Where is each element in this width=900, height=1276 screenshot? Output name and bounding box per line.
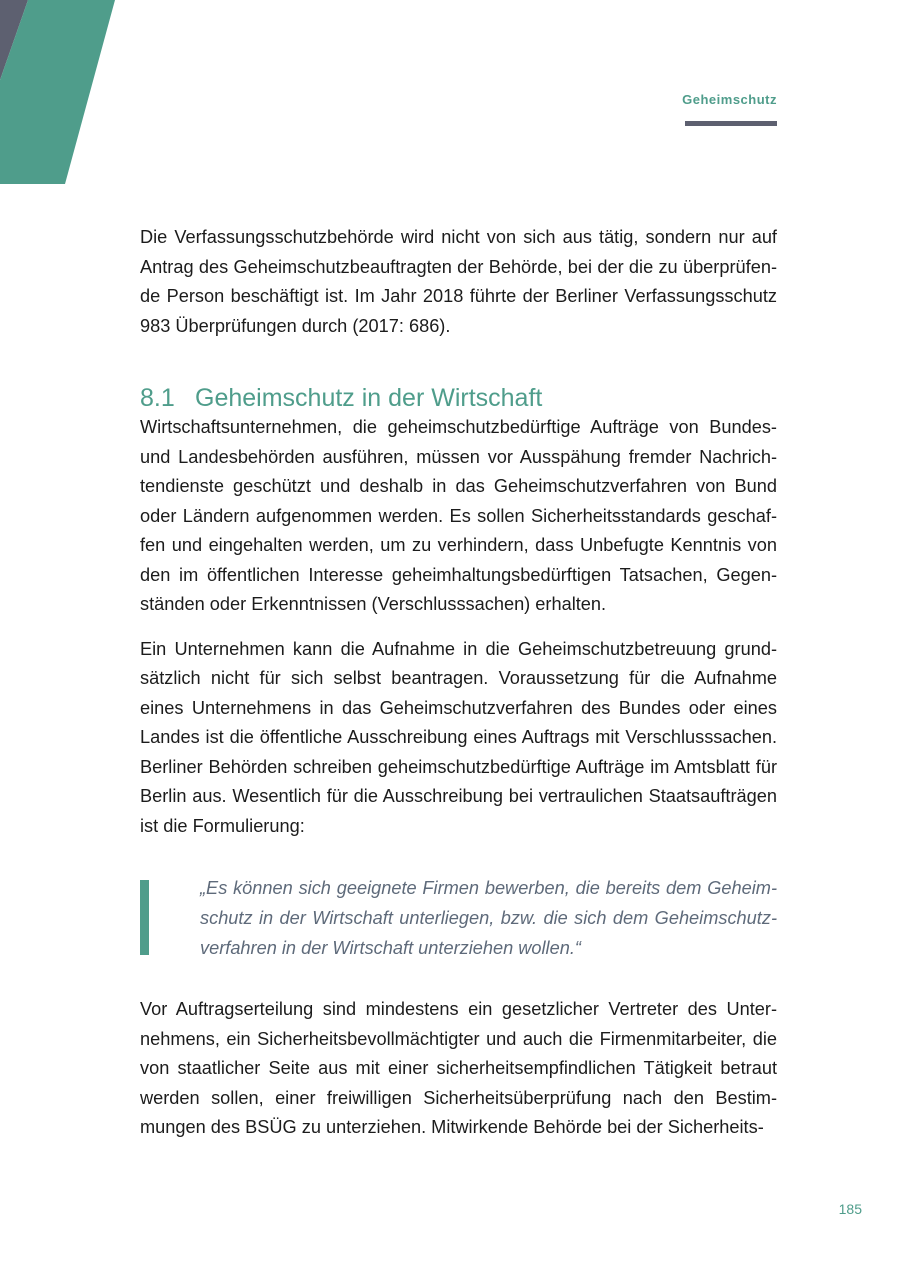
section-number: 8.1 <box>140 384 175 412</box>
corner-decoration <box>0 0 120 190</box>
block-quote <box>140 873 777 963</box>
quote-text: „Es können sich geeignete Firmen bewerben, die bereits dem Geheimschutz in der Wirtschaft unterliegen, bzw. die sich dem Geheimschutzverfahren in der Wirtschaft unterziehen wollen.“ <box>200 878 777 958</box>
closing-paragraph: Vor Auftragserteilung sind mindestens ein gesetzlicher Vertreter des Unternehmens, ein Sicherheitsbevollmächtigter und auch die Firmenmitarbeiter, die von staatlicher Seite aus mit einer sicherheitsempfindlichen Tätigkeit betraut werden sollen, einer freiwilligen Sicherheitsüberprüfung nach den Bestimmungen des BSÜG zu unterziehen. Mitwirkende Behörde bei der Sicherheits- <box>140 999 777 1137</box>
section-paragraph-2: Ein Unternehmen kann die Aufnahme in die Geheimschutzbetreuung grundsätzlich nicht für sich selbst beantragen. Voraussetzung für die Aufnahme eines Unternehmens in das Geheimschutzverfahren des Bundes oder eines Landes ist die öffentliche Ausschreibung eines Auftrags mit Verschlusssachen. Berliner Behörden schreiben geheimschutzbedürftige Aufträge im Amtsblatt für Berlin aus. Wesentlich für die Ausschreibung bei vertraulichen Staatsaufträgen ist die Formulierung: <box>140 638 777 836</box>
section-paragraph-1: Wirtschaftsunternehmen, die geheimschutzbedürftige Aufträge von Bundes- und Landesbehörden ausführen, müssen vor Ausspähung fremder Nachrichtendienste geschützt und deshalb in das Geheimschutzverfahren von Bund oder Ländern aufgenommen werden. Es sollen Sicherheitsstandards geschaffen und eingehalten werden, um zu verhindern, dass Unbefugte Kenntnis von den im öffentlichen Interesse geheimhaltungsbedürftigen Tatsachen, Gegenständen oder Erkenntnissen (Verschlusssachen) erhalten. <box>140 417 777 614</box>
intro-paragraph: Die Verfassungsschutzbehörde wird nicht von sich aus tätig, sondern nur auf Antrag des Geheimschutzbeauftragten der Behörde, bei der die zu überprüfende Person beschäftigt ist. Im Jahr 2018 führte der Berliner Verfassungsschutz 983 Überprüfungen durch (2017: 686). <box>140 227 777 336</box>
running-header-title: Geheimschutz <box>682 92 777 107</box>
quote-accent-bar <box>140 880 149 955</box>
header-rule <box>685 121 777 126</box>
page-content <box>140 223 777 1143</box>
section-title: Geheimschutz in der Wirtschaft <box>195 384 543 412</box>
page-number: 185 <box>838 1201 862 1217</box>
section-heading <box>140 383 777 413</box>
